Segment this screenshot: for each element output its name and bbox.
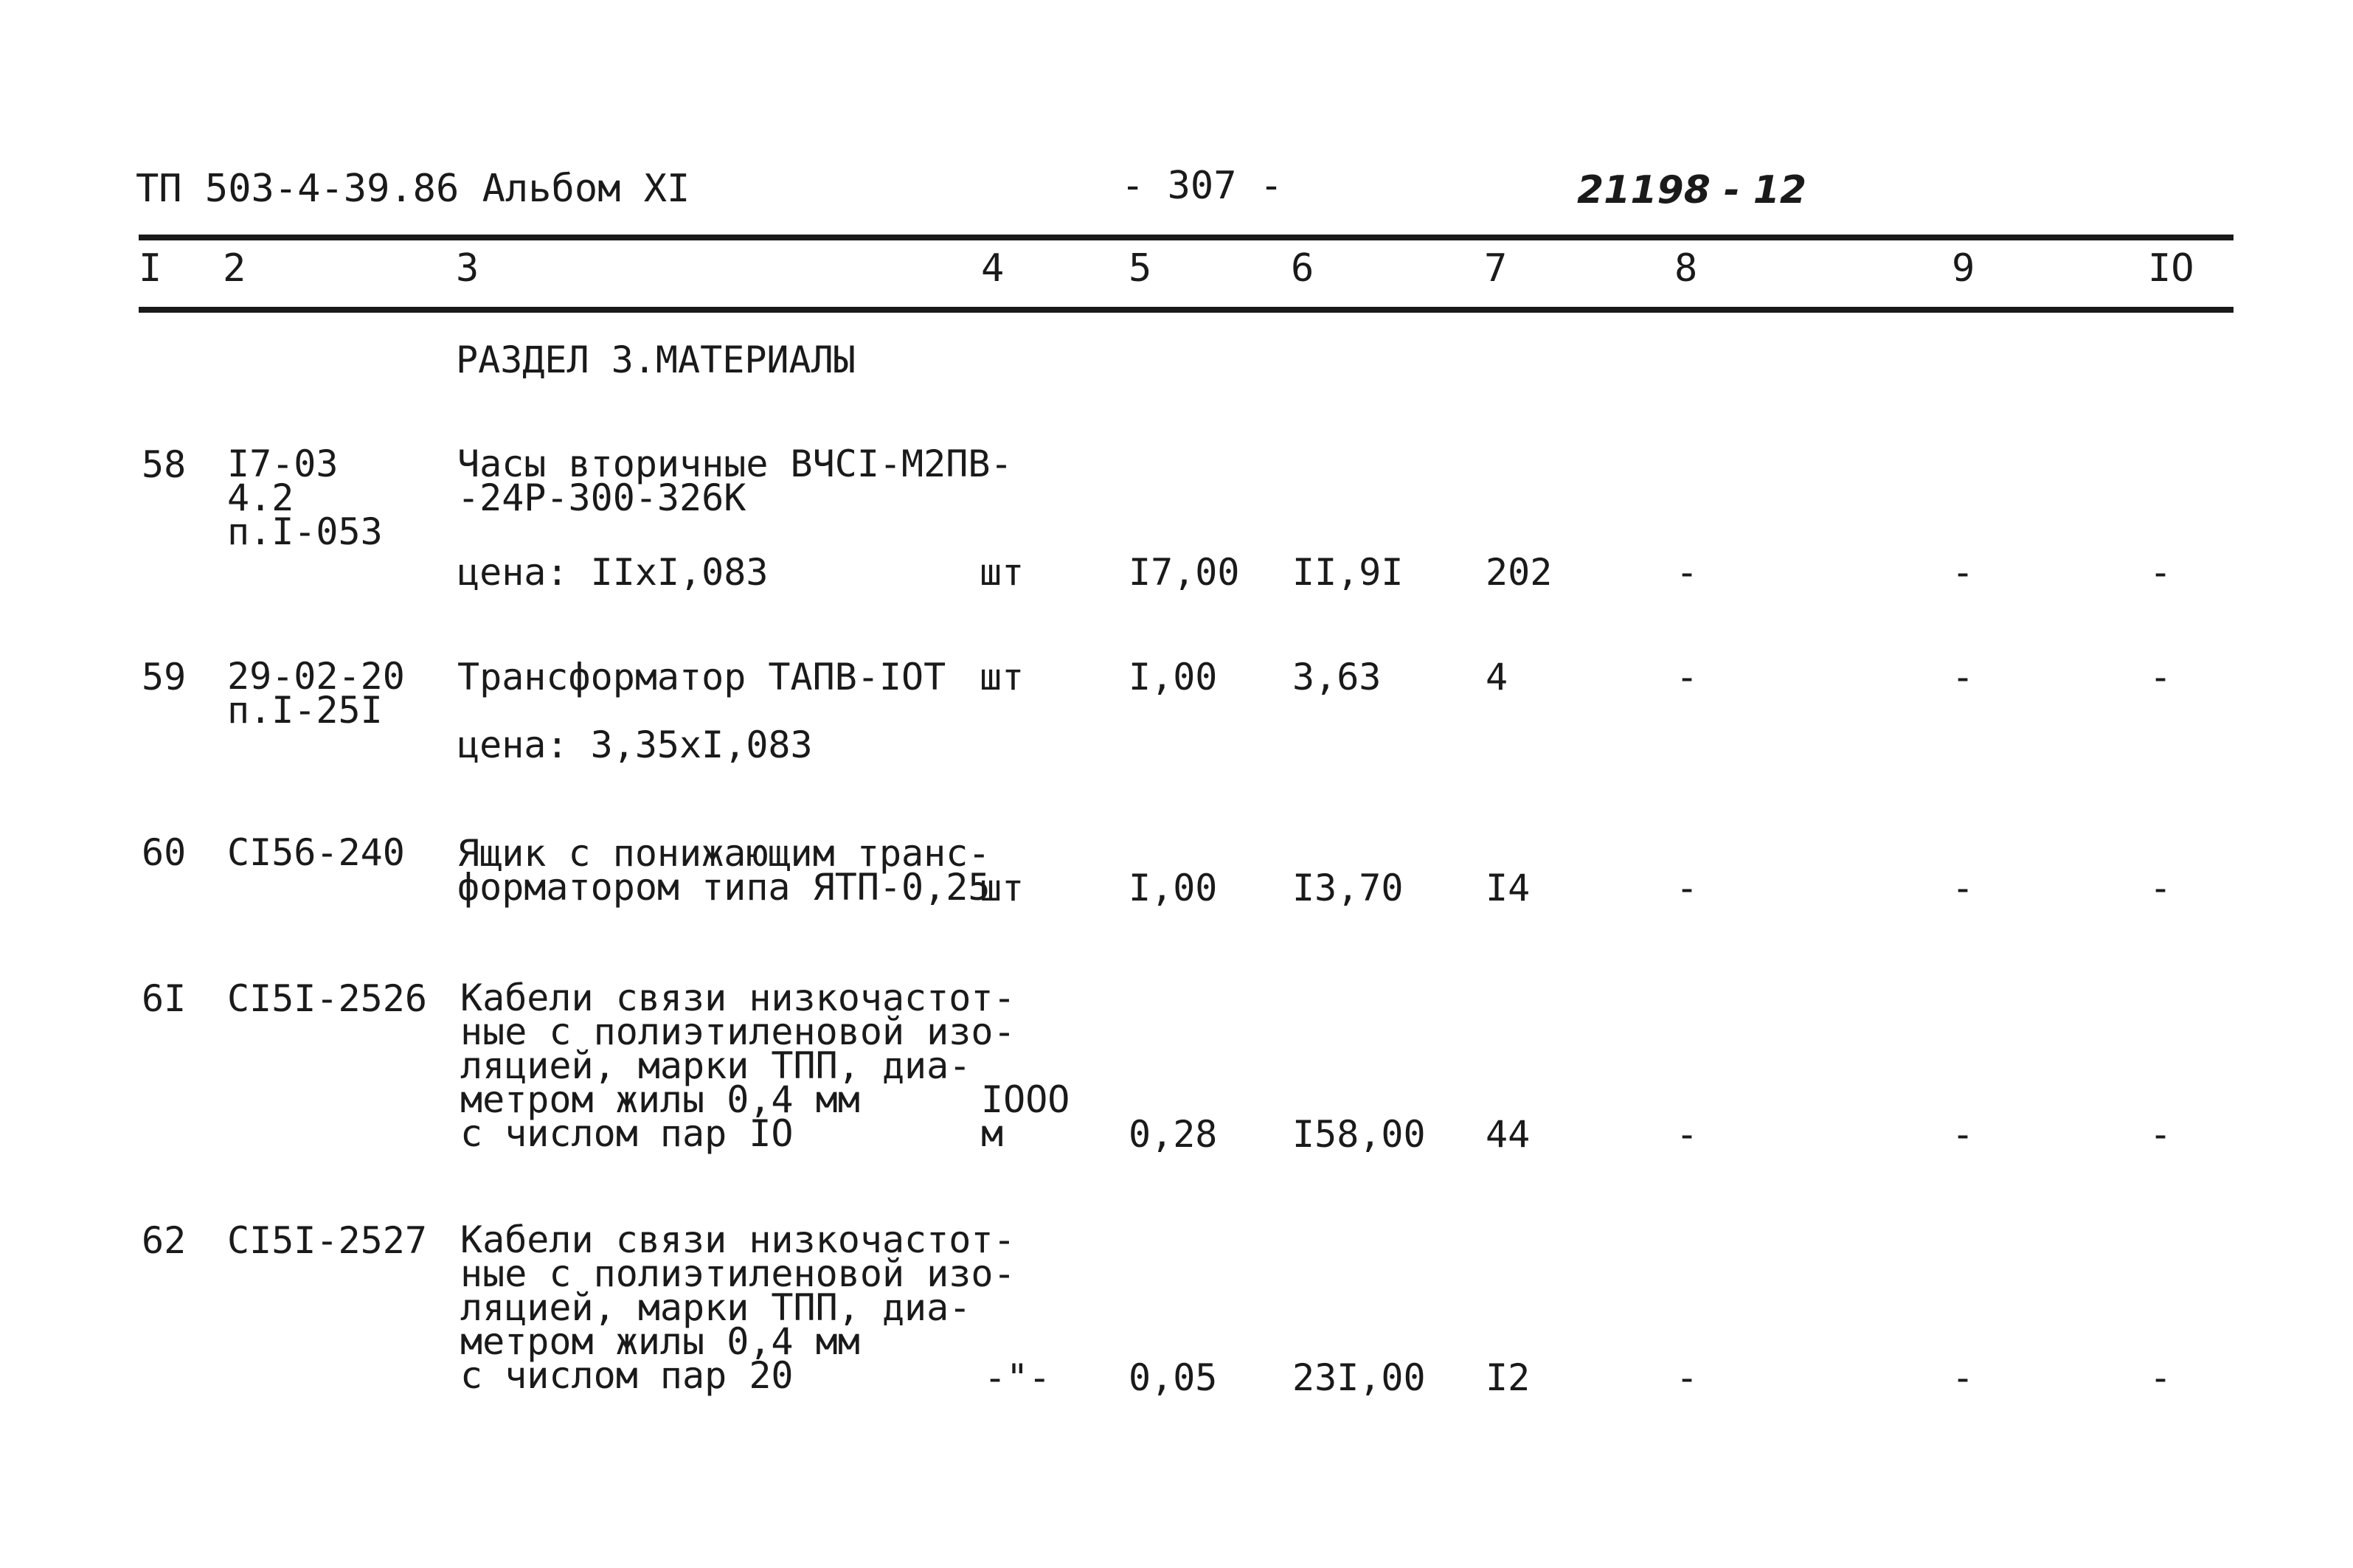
header-bottom-rule: [139, 307, 2234, 313]
row-code: I7-03 4.2 п.I-053: [227, 443, 383, 553]
row-code: СI5I-2526: [227, 977, 427, 1020]
column-header: I: [139, 246, 162, 291]
row-col8: -: [1676, 867, 1699, 909]
row-col10: -: [2149, 1113, 2172, 1156]
row-unit: шт: [980, 867, 1025, 909]
row-col9: -: [1952, 551, 1975, 594]
row-unit: шт: [980, 551, 1025, 594]
row-total: I2: [1486, 1356, 1531, 1399]
row-quantity: I7,00: [1129, 551, 1240, 594]
row-col9: -: [1952, 1356, 1975, 1399]
row-code: 29-02-20 п.I-25I: [227, 655, 405, 732]
row-col9: -: [1952, 867, 1975, 909]
page-number: - 307 -: [1121, 164, 1283, 208]
row-code: СI5I-2527: [227, 1219, 427, 1262]
row-name: Кабели связи низкочастот- ные с полиэтиленовой изо- ляцией, марки ТПП, диа- метром жилы 0,4 мм с числом пар IO: [460, 976, 1016, 1155]
header-top-rule: [139, 235, 2234, 240]
row-number: 60: [142, 831, 187, 874]
row-col10: -: [2149, 656, 2172, 698]
row-total: 202: [1486, 551, 1553, 594]
row-col10: -: [2149, 867, 2172, 909]
row-number: 58: [142, 443, 187, 486]
column-header: 3: [456, 246, 479, 291]
row-name: Ящик с понижающим транс- форматором типа ЯТП-0,25: [457, 832, 991, 909]
row-col10: -: [2149, 551, 2172, 594]
row-number: 62: [142, 1219, 187, 1262]
row-unit: шт: [980, 656, 1025, 698]
row-col8: -: [1676, 1113, 1699, 1156]
row-col10: -: [2149, 1356, 2172, 1399]
document-reference: ТП 503-4-39.86 Альбом XI: [136, 167, 690, 211]
row-unit-cost: 3,63: [1292, 656, 1382, 698]
row-total: I4: [1486, 867, 1531, 909]
section-title: РАЗДЕЛ 3.МАТЕРИАЛЫ: [456, 339, 856, 381]
row-col8: -: [1676, 551, 1699, 594]
row-unit-cost: I3,70: [1292, 867, 1404, 909]
row-unit-cost: I58,00: [1292, 1113, 1426, 1156]
row-name: Трансформатор ТАПВ-IOТ: [457, 656, 946, 698]
row-total: 4: [1486, 656, 1508, 698]
column-header: 2: [223, 246, 246, 291]
column-header: IO: [2148, 246, 2194, 291]
row-unit-cost: 23I,00: [1292, 1356, 1426, 1399]
row-name: Часы вторичные ВЧСI-М2ПВ- -24Р-300-326К: [457, 443, 1013, 519]
column-header: 7: [1484, 246, 1508, 291]
row-col8: -: [1676, 1356, 1699, 1399]
row-quantity: 0,05: [1129, 1356, 1218, 1399]
row-col8: -: [1676, 656, 1699, 698]
column-header: 8: [1674, 246, 1698, 291]
row-unit-cost: II,9I: [1292, 551, 1404, 594]
row-total: 44: [1486, 1113, 1531, 1156]
row-quantity: 0,28: [1129, 1113, 1218, 1156]
row-quantity: I,00: [1129, 867, 1218, 909]
row-name: Кабели связи низкочастот- ные с полиэтиленовой изо- ляцией, марки ТПП, диа- метром жилы 0,4 мм с числом пар 20: [460, 1218, 1016, 1397]
row-col9: -: [1952, 656, 1975, 698]
handwritten-reference: 21198 - 12: [1577, 168, 1807, 212]
column-header: 6: [1291, 246, 1314, 291]
row-unit: -"-: [984, 1356, 1051, 1399]
row-price-note: цена: IIxI,083: [457, 551, 769, 594]
row-code: СI56-240: [227, 831, 405, 874]
row-number: 59: [142, 656, 187, 698]
row-number: 6I: [142, 977, 187, 1020]
column-header: 5: [1129, 246, 1152, 291]
row-quantity: I,00: [1129, 656, 1218, 698]
row-col9: -: [1952, 1113, 1975, 1156]
row-unit: IOOO м: [981, 1078, 1070, 1155]
column-header: 4: [981, 246, 1005, 291]
column-header: 9: [1952, 246, 1975, 291]
row-price-note: цена: 3,35xI,083: [457, 724, 813, 766]
